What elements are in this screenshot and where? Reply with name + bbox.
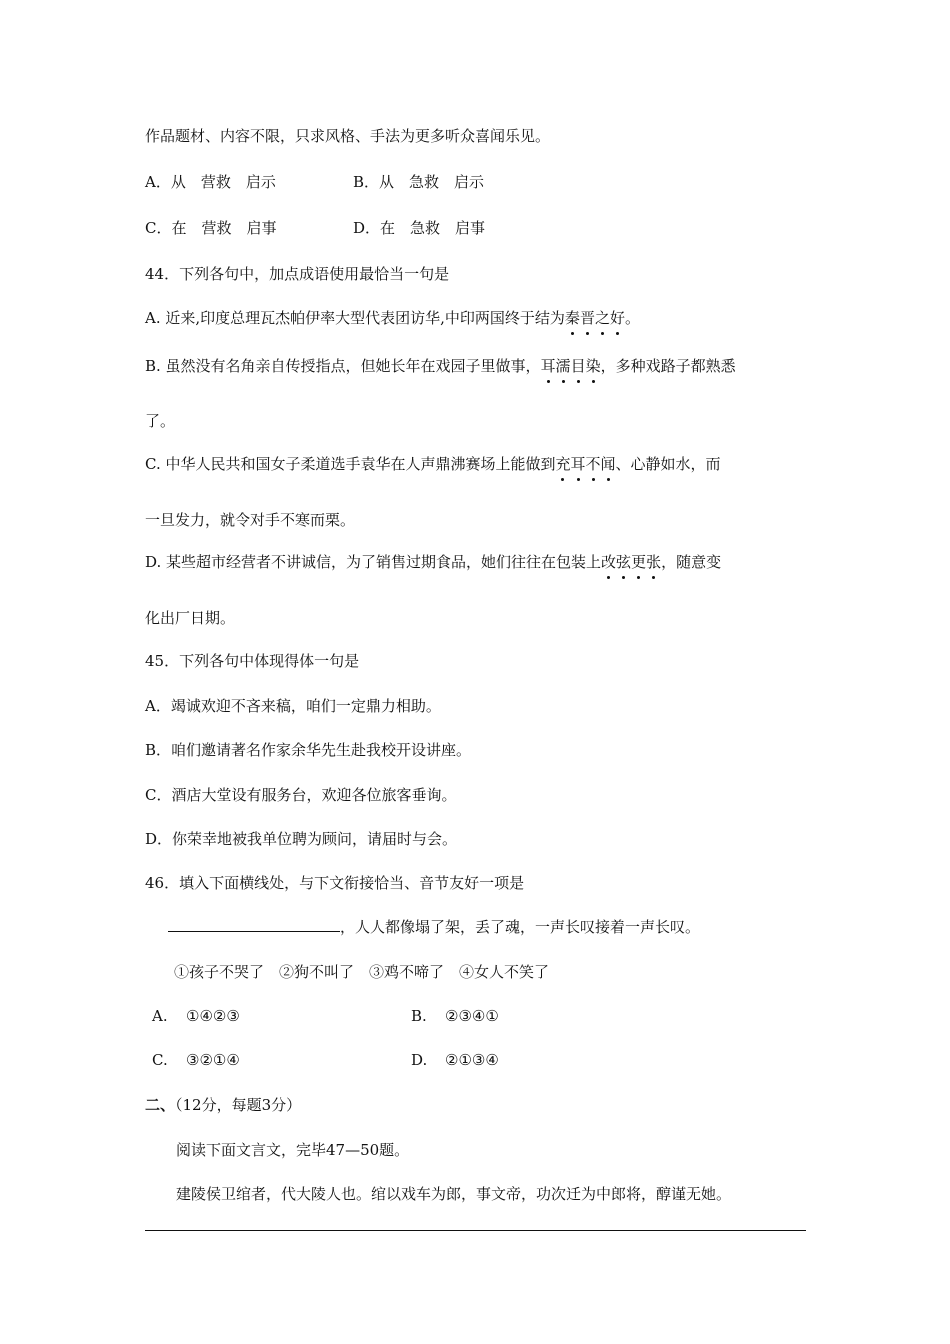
q44-c-text: C. 中华人民共和国女子柔道选手袁华在人声鼎沸赛场上能做到 (145, 455, 556, 473)
q44-d-post: ，随意变 (661, 553, 722, 571)
q46-sentence-text: ，人人都像塌了架，丢了魂，一声长叹接着一声长叹。 (340, 918, 701, 936)
section2-header (145, 1095, 301, 1115)
q46-option-b-value: ②③④① (445, 1007, 499, 1025)
q46-option-a-value: ①④②③ (186, 1007, 240, 1025)
q46-sentence (168, 917, 700, 937)
q43-tail: 作品题材、内容不限，只求风格、手法为更多听众喜闻乐见。 (145, 127, 551, 145)
q44-d-text: D. 某些超市经营者不讲诚信，为了销售过期食品，她们往往在包装上 (145, 553, 602, 571)
q46-option-a-letter: A. (152, 1007, 168, 1025)
dotted-char: 晋 (579, 309, 595, 327)
q46-option-d-value: ②①③④ (445, 1051, 499, 1069)
q45-stem: 45．下列各句中体现得体一句是 (145, 652, 360, 670)
dotted-char: 弦 (616, 553, 632, 571)
dotted-char: 闻 (600, 455, 616, 473)
q46-stem: 46．填入下面横线处，与下文衔接恰当、音节友好一项是 (145, 874, 525, 892)
q43-option-b: B．从 急救 启示 (353, 173, 485, 191)
q44-option-a (145, 308, 640, 328)
footer-divider (145, 1230, 806, 1231)
q44-c-post: 、心静如水，而 (615, 455, 721, 473)
q43-option-c: C．在 营救 启事 (145, 219, 277, 237)
q46-option-c-letter: C. (152, 1051, 168, 1069)
q44-stem: 44．下列各句中，加点成语使用最恰当一句是 (145, 265, 450, 283)
dotted-char: 濡 (555, 357, 571, 375)
q44-b-idiom (541, 357, 601, 375)
dotted-char: 耳 (570, 455, 586, 473)
dotted-char: 好 (609, 309, 625, 327)
q44-a-post: 。 (624, 309, 640, 327)
dotted-char: 更 (631, 553, 647, 571)
q46-items: ①孩子不哭了 ②狗不叫了 ③鸡不啼了 ④女人不笑了 (174, 963, 550, 981)
dotted-char: 充 (555, 455, 571, 473)
dotted-char: 秦 (564, 309, 580, 327)
q44-d-idiom (601, 553, 661, 571)
dotted-char: 目 (570, 357, 586, 375)
q44-option-c (145, 454, 721, 474)
dotted-char: 染 (585, 357, 601, 375)
q45-option-a: A．竭诚欢迎不吝来稿，咱们一定鼎力相助。 (145, 697, 441, 715)
q44-option-d (145, 552, 721, 572)
q46-option-c-value: ③②①④ (186, 1051, 240, 1069)
q44-b-post: ，多种戏路子都熟悉 (600, 357, 736, 375)
q44-a-idiom (565, 309, 625, 327)
section2-heading: 二、 (145, 1096, 176, 1114)
q44-b-continuation: 了。 (145, 412, 176, 430)
q44-d-continuation: 化出厂日期。 (145, 609, 236, 627)
q43-option-d: D．在 急救 启事 (353, 219, 486, 237)
q44-option-b (145, 356, 736, 376)
q45-option-c: C．酒店大堂设有服务台，欢迎各位旅客垂询。 (145, 786, 457, 804)
q44-c-continuation: 一旦发力，就令对手不寒而栗。 (145, 511, 356, 529)
dotted-char: 耳 (540, 357, 556, 375)
section2-score: （12分，每题3分） (175, 1096, 302, 1114)
q45-option-d: D．你荣幸地被我单位聘为顾问，请届时与会。 (145, 830, 458, 848)
q46-option-b-letter: B. (411, 1007, 427, 1025)
q44-b-text: B. 虽然没有名角亲自传授指点，但她长年在戏园子里做事， (145, 357, 541, 375)
q43-option-a: A．从 营救 启示 (145, 173, 276, 191)
answer-blank (168, 917, 340, 932)
dotted-char: 张 (646, 553, 662, 571)
q45-option-b: B．咱们邀请著名作家余华先生赴我校开设讲座。 (145, 741, 472, 759)
section2-instruction: 阅读下面文言文，完毕47—50题。 (176, 1141, 410, 1159)
q46-option-d-letter: D. (411, 1051, 428, 1069)
section2-passage: 建陵侯卫绾者，代大陵人也。绾以戏车为郎，事文帝，功次迁为中郎将，醇谨无她。 (176, 1185, 732, 1203)
dotted-char: 改 (601, 553, 617, 571)
dotted-char: 之 (594, 309, 610, 327)
q44-c-idiom (555, 455, 615, 473)
q44-a-text: A. 近来,印度总理瓦杰帕伊率大型代表团访华,中印两国终于结为 (145, 309, 565, 327)
dotted-char: 不 (585, 455, 601, 473)
